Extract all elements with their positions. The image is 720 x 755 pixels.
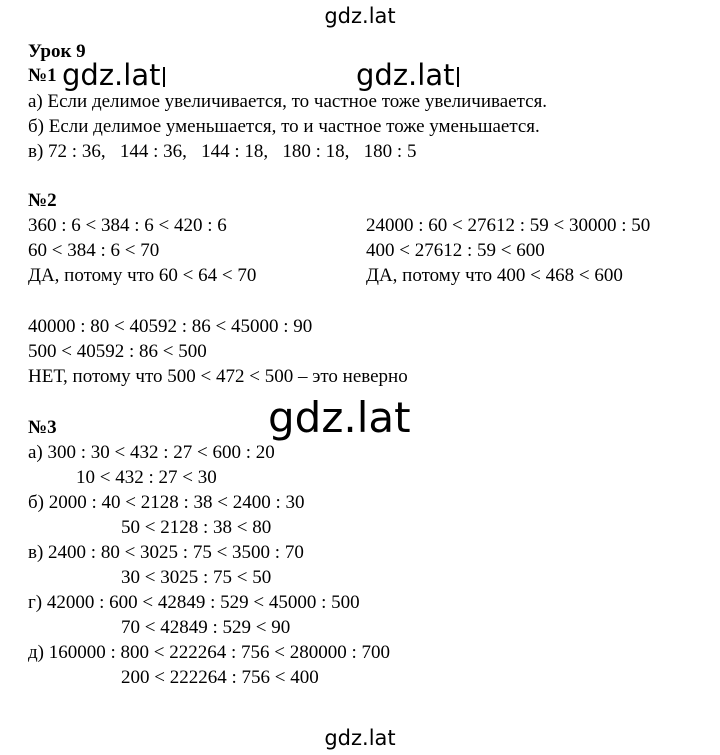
task2-number: №2 xyxy=(28,190,57,211)
task2-right-line-2: 400 < 27612 : 59 < 600 xyxy=(366,240,545,261)
task2-right-line-1: 24000 : 60 < 27612 : 59 < 30000 : 50 xyxy=(366,215,651,236)
watermark-bottom: gdz.lat xyxy=(324,726,396,750)
watermark-bar-2 xyxy=(457,67,459,87)
task1-line-c: в) 72 : 36, 144 : 36, 144 : 18, 180 : 18, 180 : 5 xyxy=(28,141,417,162)
task3-line-d: д) 160000 : 800 < 222264 : 756 < 280000 : 700 xyxy=(28,642,391,663)
watermark-overlay-2 xyxy=(356,58,459,92)
task2-left-line-2: 60 < 384 : 6 < 70 xyxy=(28,240,160,261)
task3-line-a-result: 10 < 432 : 27 < 30 xyxy=(76,467,217,488)
task2-bottom-line-2: 500 < 40592 : 86 < 500 xyxy=(28,341,207,362)
task2-bottom-line-3: НЕТ, потому что 500 < 472 < 500 – это неверно xyxy=(28,366,408,387)
lesson-title: Урок 9 xyxy=(28,41,86,62)
task2-right-line-3: ДА, потому что 400 < 468 < 600 xyxy=(366,265,623,286)
task1-line-a: а) Если делимое увеличивается, то частное тоже увеличивается. xyxy=(28,91,548,112)
task3-line-v: в) 2400 : 80 < 3025 : 75 < 3500 : 70 xyxy=(28,542,304,563)
task3-line-d-result: 200 < 222264 : 756 < 400 xyxy=(121,667,319,688)
task2-left-line-3: ДА, потому что 60 < 64 < 70 xyxy=(28,265,257,286)
task1-number: №1 xyxy=(28,65,57,86)
task3-line-a: а) 300 : 30 < 432 : 27 < 600 : 20 xyxy=(28,442,275,463)
task3-line-b-result: 50 < 2128 : 38 < 80 xyxy=(121,517,272,538)
task3-line-v-result: 30 < 3025 : 75 < 50 xyxy=(121,567,272,588)
watermark-overlay-2-text: gdz.lat xyxy=(356,58,455,92)
watermark-bar-1 xyxy=(163,67,165,87)
task2-left-line-1: 360 : 6 < 384 : 6 < 420 : 6 xyxy=(28,215,227,236)
task3-line-g: г) 42000 : 600 < 42849 : 529 < 45000 : 500 xyxy=(28,592,360,613)
watermark-overlay-1-text: gdz.lat xyxy=(62,58,161,92)
watermark-overlay-1 xyxy=(62,58,165,92)
watermark-top: gdz.lat xyxy=(324,4,396,28)
watermark-overlay-3: gdz.lat xyxy=(268,393,411,442)
task1-line-b: б) Если делимое уменьшается, то и частное тоже уменьшается. xyxy=(28,116,540,137)
task3-number: №3 xyxy=(28,417,57,438)
task3-line-b: б) 2000 : 40 < 2128 : 38 < 2400 : 30 xyxy=(28,492,305,513)
task2-bottom-line-1: 40000 : 80 < 40592 : 86 < 45000 : 90 xyxy=(28,316,313,337)
task3-line-g-result: 70 < 42849 : 529 < 90 xyxy=(121,617,291,638)
